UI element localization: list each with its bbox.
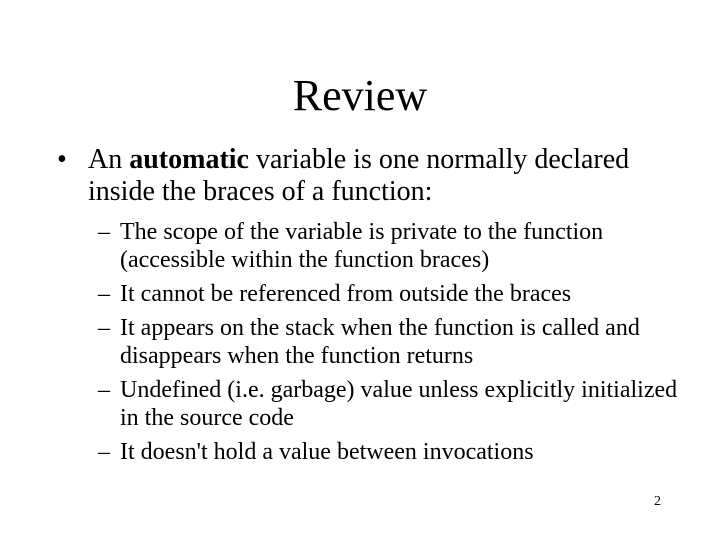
sub-bullet-text: It doesn't hold a value between invocations	[120, 439, 534, 465]
sub-bullet-marker: –	[98, 281, 110, 307]
main-bullet-prefix: An	[88, 144, 130, 175]
main-bullet-bold-term: automatic	[129, 144, 249, 175]
page-number: 2	[654, 494, 661, 509]
sub-bullet-marker: –	[98, 219, 110, 245]
slide-title: Review	[292, 71, 428, 120]
main-bullet-text	[88, 144, 667, 208]
bullet-marker: •	[57, 144, 67, 175]
sub-bullet	[98, 438, 678, 466]
sub-bullet-marker: –	[98, 439, 110, 465]
main-bullet	[57, 144, 667, 208]
main-bullet-suffix: variable is one normally declared inside the braces of a function:	[88, 144, 630, 207]
sub-bullet	[98, 376, 678, 432]
sub-bullet-marker: –	[98, 377, 110, 403]
sub-bullet	[98, 314, 678, 370]
sub-bullet-text: The scope of the variable is private to the function (accessible within the function braces)	[120, 219, 604, 273]
sub-bullet-text: It appears on the stack when the function is called and disappears when the function returns	[120, 315, 640, 369]
sub-bullet-list	[98, 218, 678, 472]
sub-bullet-text: It cannot be referenced from outside the braces	[120, 281, 572, 307]
sub-bullet-text: Undefined (i.e. garbage) value unless explicitly initialized in the source code	[120, 377, 678, 431]
sub-bullet	[98, 218, 678, 274]
sub-bullet-marker: –	[98, 315, 110, 341]
sub-bullet	[98, 280, 678, 308]
